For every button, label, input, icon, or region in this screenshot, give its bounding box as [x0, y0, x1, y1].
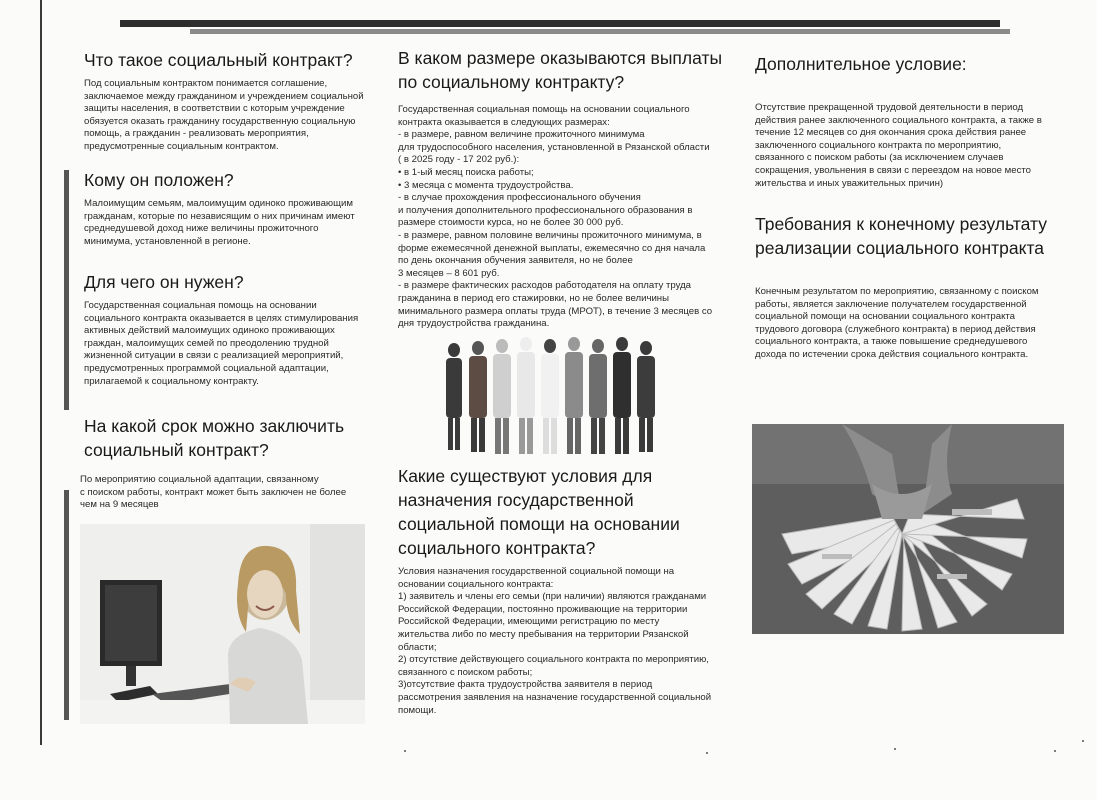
side-accent-bar	[64, 170, 69, 410]
section-title-conditions: Какие существуют условия для назначения государственной социальной помощи на основании социального контракта?	[398, 466, 680, 558]
section-title-amount: В каком размере оказываются выплаты по социальному контракту?	[398, 48, 723, 92]
section-text-why: Государственная социальная помощь на основании социального контракта оказывается в целях стимулирования активных действий малоимущих одиноко проживающих граждан, малоимущих семей по преодолению трудной жизненной ситуации в связи с реализацией мероприятий, предусмотренных программой социальной адаптации, прилагаемой к социальному контракту.	[84, 300, 359, 387]
section-text-what-is: Под социальным контрактом понимается соглашение, заключаемое между гражданином и учреждением социальной защиты населения, в соответствии с которым учреждение обязуется оказать гражданину государственную социальную помощь, а гражданин - реализовать мероприятия, предусмотренные социальным контрактом.	[84, 78, 364, 152]
section-text-amount: Государственная социальная помощь на основании социального контракта оказывается в следующих размерах: - в размере, равном величине прожиточного минимума для трудоспособного населения, установленной в Рязанской области ( в 2025 году - 17 202 руб.): • в 1-ый месяц поиска работы; • 3 месяца с момента трудоустройства. - в случае прохождения профессионального обучения и получения дополнительного профессионального образования в размере стоимости курса, но не более 30 000 руб. - в размере, равном половине величины прожиточного минимума, в форме ежемесячной денежной выплаты, ежемесячно со дня начала по день окончания обучения заявителя, но не более 3 месяцев – 8 601 руб. - в размере фактических расходов работодателя на оплату труда гражданина в период его стажировки, но не более величины минимального размера оплаты труда (МРОТ), в течение 3 месяцев со дня трудоустройства гражданина.	[398, 104, 713, 330]
section-title-who: Кому он положен?	[84, 170, 234, 190]
section-text-term: По мероприятию социальной адаптации, связанному с поиском работы, контракт может быть заключен не более чем на 9 месяцев	[80, 474, 347, 511]
scan-speck	[1082, 740, 1084, 742]
section-title-additional: Дополнительное условие:	[755, 54, 967, 74]
section-title-why: Для чего он нужен?	[84, 272, 244, 292]
section-text-additional: Отсутствие прекращенной трудовой деятельности в период действия ранее заключенного социального контракта, а также в течение 12 месяцев со дня окончания срока действия ранее заключенного социального контракта по мероприятию, связанного с поиском работы (за исключением случаев сокращения, увольнения в связи с переездом на новое место жительства и иных уважительных причин)	[755, 102, 1042, 189]
header-bar-secondary	[190, 29, 1010, 34]
section-text-requirements: Конечным результатом по мероприятию, связанному с поиском работы, является заключение получателем государственной социальной помощи на основании социального контракта трудового договора (служебного контракта) в период действия социального контракта, а также повышение среднедушевого дохода по истечении срока действия социального контракта.	[755, 286, 1039, 360]
money-fan-photo	[752, 424, 1064, 634]
scan-speck	[404, 750, 406, 752]
scan-speck	[706, 752, 708, 754]
side-accent-bar	[64, 490, 69, 720]
scan-speck	[894, 748, 896, 750]
workers-group-photo	[440, 336, 668, 460]
header-bar	[120, 20, 1000, 27]
section-text-who: Малоимущим семьям, малоимущим одиноко проживающим гражданам, которые по независящим о них причинам имеют среднедушевой доход ниже величины прожиточного минимума, установленной в регионе.	[84, 198, 355, 247]
woman-at-computer-photo	[80, 524, 365, 724]
section-title-term: На какой срок можно заключить социальный контракт?	[84, 416, 345, 460]
left-edge-line	[40, 0, 42, 745]
section-title-what-is: Что такое социальный контракт?	[84, 50, 353, 70]
section-title-requirements: Требования к конечному результату реализации социального контракта	[755, 214, 1047, 258]
scan-speck	[1054, 750, 1056, 752]
section-text-conditions: Условия назначения государственной социальной помощи на основании социального контракта: 1) заявитель и члены его семьи (при наличии) являются гражданами Российской Федерации, постоянно проживающие на территории Российской Федерации, имеющими регистрацию по месту жительства либо по месту пребывания на территории Рязанской области; 2) отсутствие действующего социального контракта по мероприятию, связанного с поиском работы; 3)отсутствие факта трудоустройства заявителя в период рассмотрения заявления на назначение государственной социальной помощи.	[398, 566, 712, 716]
